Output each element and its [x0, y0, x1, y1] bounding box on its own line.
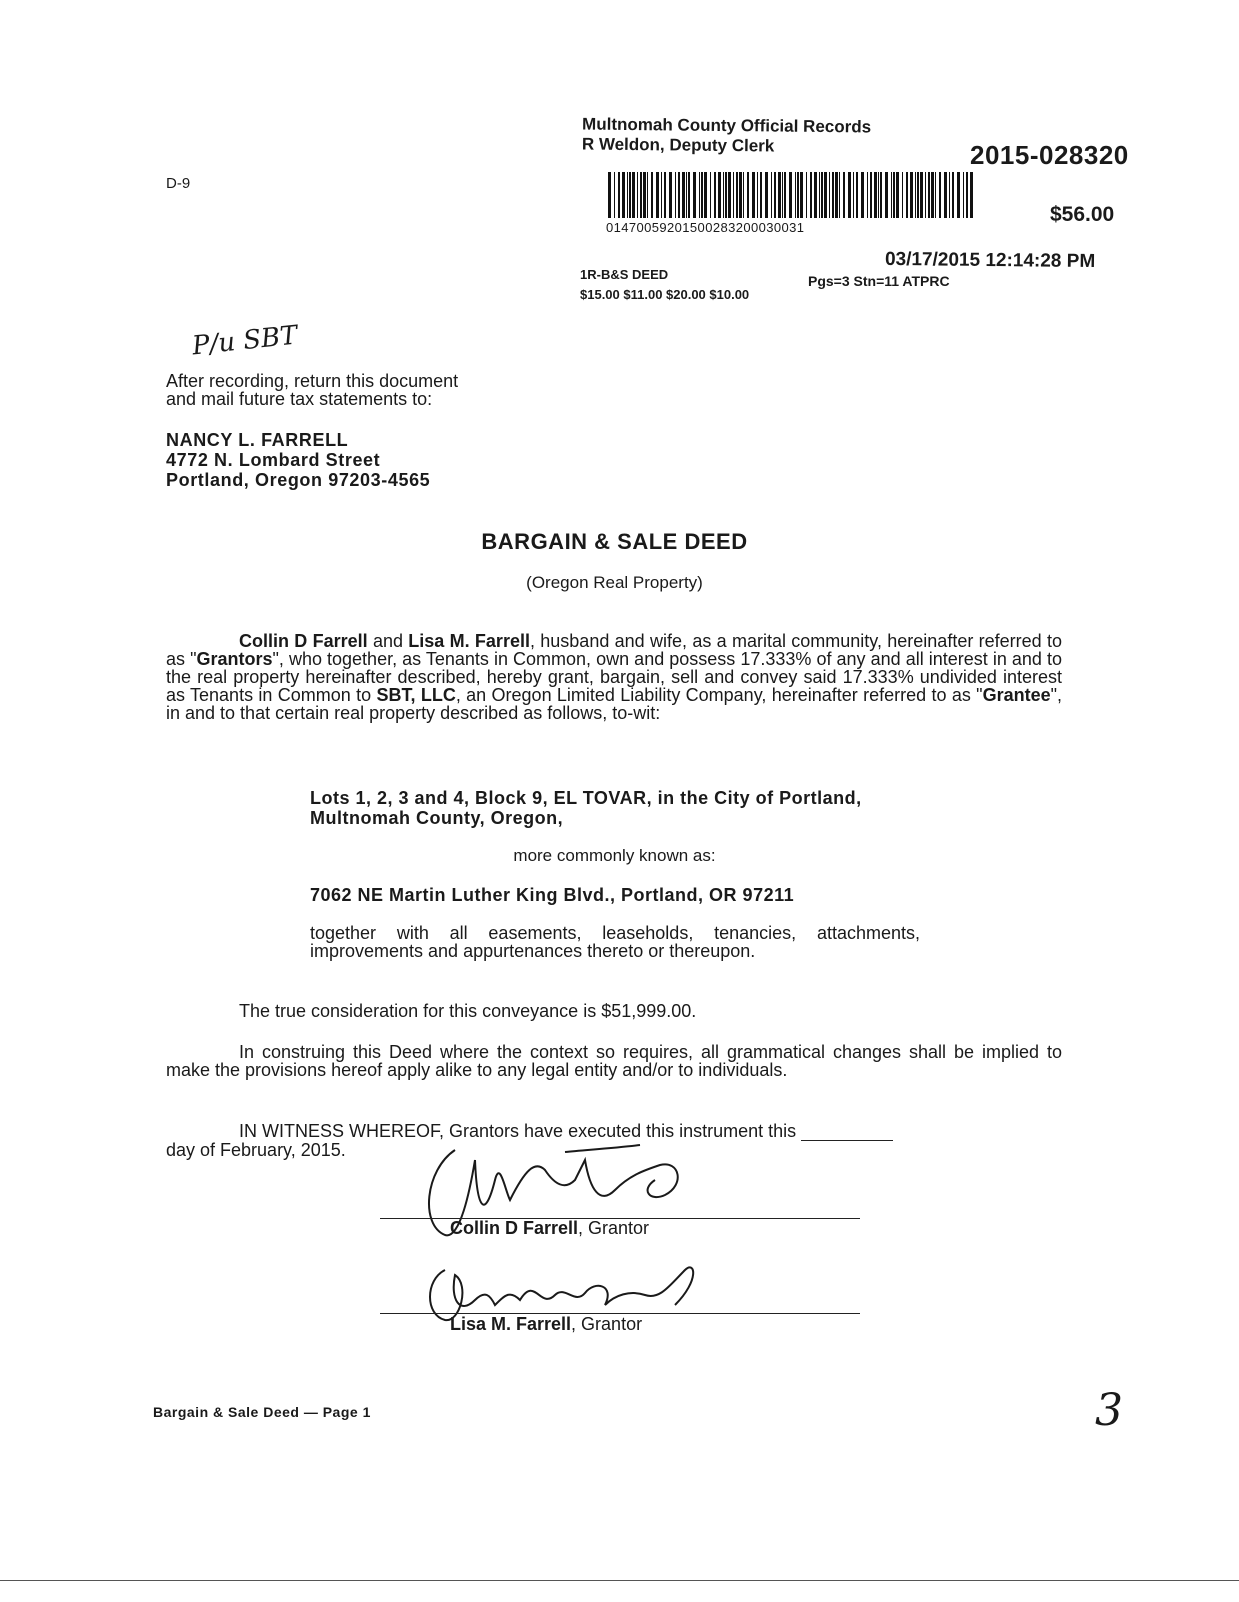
witness-text-a: IN WITNESS WHEREOF, Grantors have executed this instrument this [239, 1121, 797, 1141]
paragraph-text-c: , an Oregon Limited Liability Company, hereinafter referred to as " [455, 685, 983, 705]
barcode-number: 01470059201500283200030031 [606, 220, 805, 235]
fee-breakdown: $15.00 $11.00 $20.00 $10.00 [580, 287, 750, 302]
bottom-rule [0, 1580, 1239, 1581]
grantee-term: Grantee [982, 685, 1051, 705]
recording-office-block [582, 114, 871, 157]
conveyance-paragraph [166, 632, 1062, 722]
paragraph-text-a: , husband and wife, as a marital community, hereinafter referred to as " [166, 631, 1062, 669]
page-footer: Bargain & Sale Deed — Page 1 [153, 1404, 371, 1420]
grantor2-name: Lisa M. Farrell [408, 631, 530, 651]
witness-text-b: day of February, 2015. [166, 1140, 346, 1160]
return-street: 4772 N. Lombard Street [166, 450, 381, 470]
return-instruction-line1: After recording, return this document [166, 371, 459, 391]
return-address [166, 430, 430, 490]
return-name: NANCY L. FARRELL [166, 430, 349, 450]
barcode [606, 172, 976, 222]
deputy-clerk: R Weldon, Deputy Clerk [581, 134, 775, 156]
handwritten-note: P/u SBT [190, 320, 299, 362]
return-instruction-line2: and mail future tax statements to: [166, 389, 433, 409]
signatory-1 [450, 1218, 649, 1239]
grantors-term: Grantors [196, 649, 273, 669]
grantor1-name: Collin D Farrell [239, 631, 368, 651]
deed-subtitle: (Oregon Real Property) [526, 573, 703, 592]
return-instructions [166, 372, 458, 408]
consideration-statement: The true consideration for this conveyance is $51,999.00. [239, 1001, 697, 1021]
signatory-2-name: Lisa M. Farrell [450, 1314, 572, 1334]
recording-office: Multnomah County Official Records [582, 114, 872, 137]
form-code: D-9 [166, 175, 191, 192]
conjunction: and [367, 631, 409, 651]
legal-description: Lots 1, 2, 3 and 4, Block 9, EL TOVAR, in the City of Portland, Multnomah County, Oregon, [310, 788, 862, 828]
grantee-name: SBT, LLC [376, 685, 456, 705]
handwritten-page-number: 3 [1095, 1385, 1123, 1436]
appurtenances-clause: together with all easements, leaseholds, tenancies, attachments, improvements and appurtenances thereto or thereupon. [310, 923, 920, 961]
construction-clause: In construing this Deed where the context so requires, all grammatical changes shall be implied to make the provisions hereof apply alike to any legal entity and/or to individuals. [166, 1042, 1062, 1080]
doc-type: 1R-B&S DEED [580, 267, 669, 282]
signatory-2 [450, 1314, 642, 1335]
pages-station: Pgs=3 Stn=11 ATPRC [808, 273, 950, 289]
recorded-datetime: 03/17/2015 12:14:28 PM [884, 248, 1096, 273]
paragraph-text-b: ", who together, as Tenants in Common, own and possess 17.333% of any and all interest in and to the real property hereinafter described, hereby grant, bargain, sell and convey said 17.333% undivided interest as Tenants in Common to [166, 649, 1063, 705]
signatory-1-role: , Grantor [578, 1218, 650, 1238]
signatory-1-name: Collin D Farrell [450, 1218, 579, 1238]
known-as-label: more commonly known as: [513, 846, 716, 865]
paragraph-text-d: ", in and to that certain real property described as follows, to-wit: [166, 685, 1062, 723]
document-number: 2015-028320 [970, 140, 1129, 170]
property-address: 7062 NE Martin Luther King Blvd., Portland, OR 97211 [310, 885, 795, 905]
return-city: Portland, Oregon 97203-4565 [166, 470, 431, 490]
deed-title: BARGAIN & SALE DEED [481, 529, 748, 554]
fee-total: $56.00 [1050, 203, 1115, 226]
day-blank [801, 1122, 893, 1141]
signatory-2-role: , Grantor [571, 1314, 643, 1334]
doc-type-block [580, 265, 749, 305]
